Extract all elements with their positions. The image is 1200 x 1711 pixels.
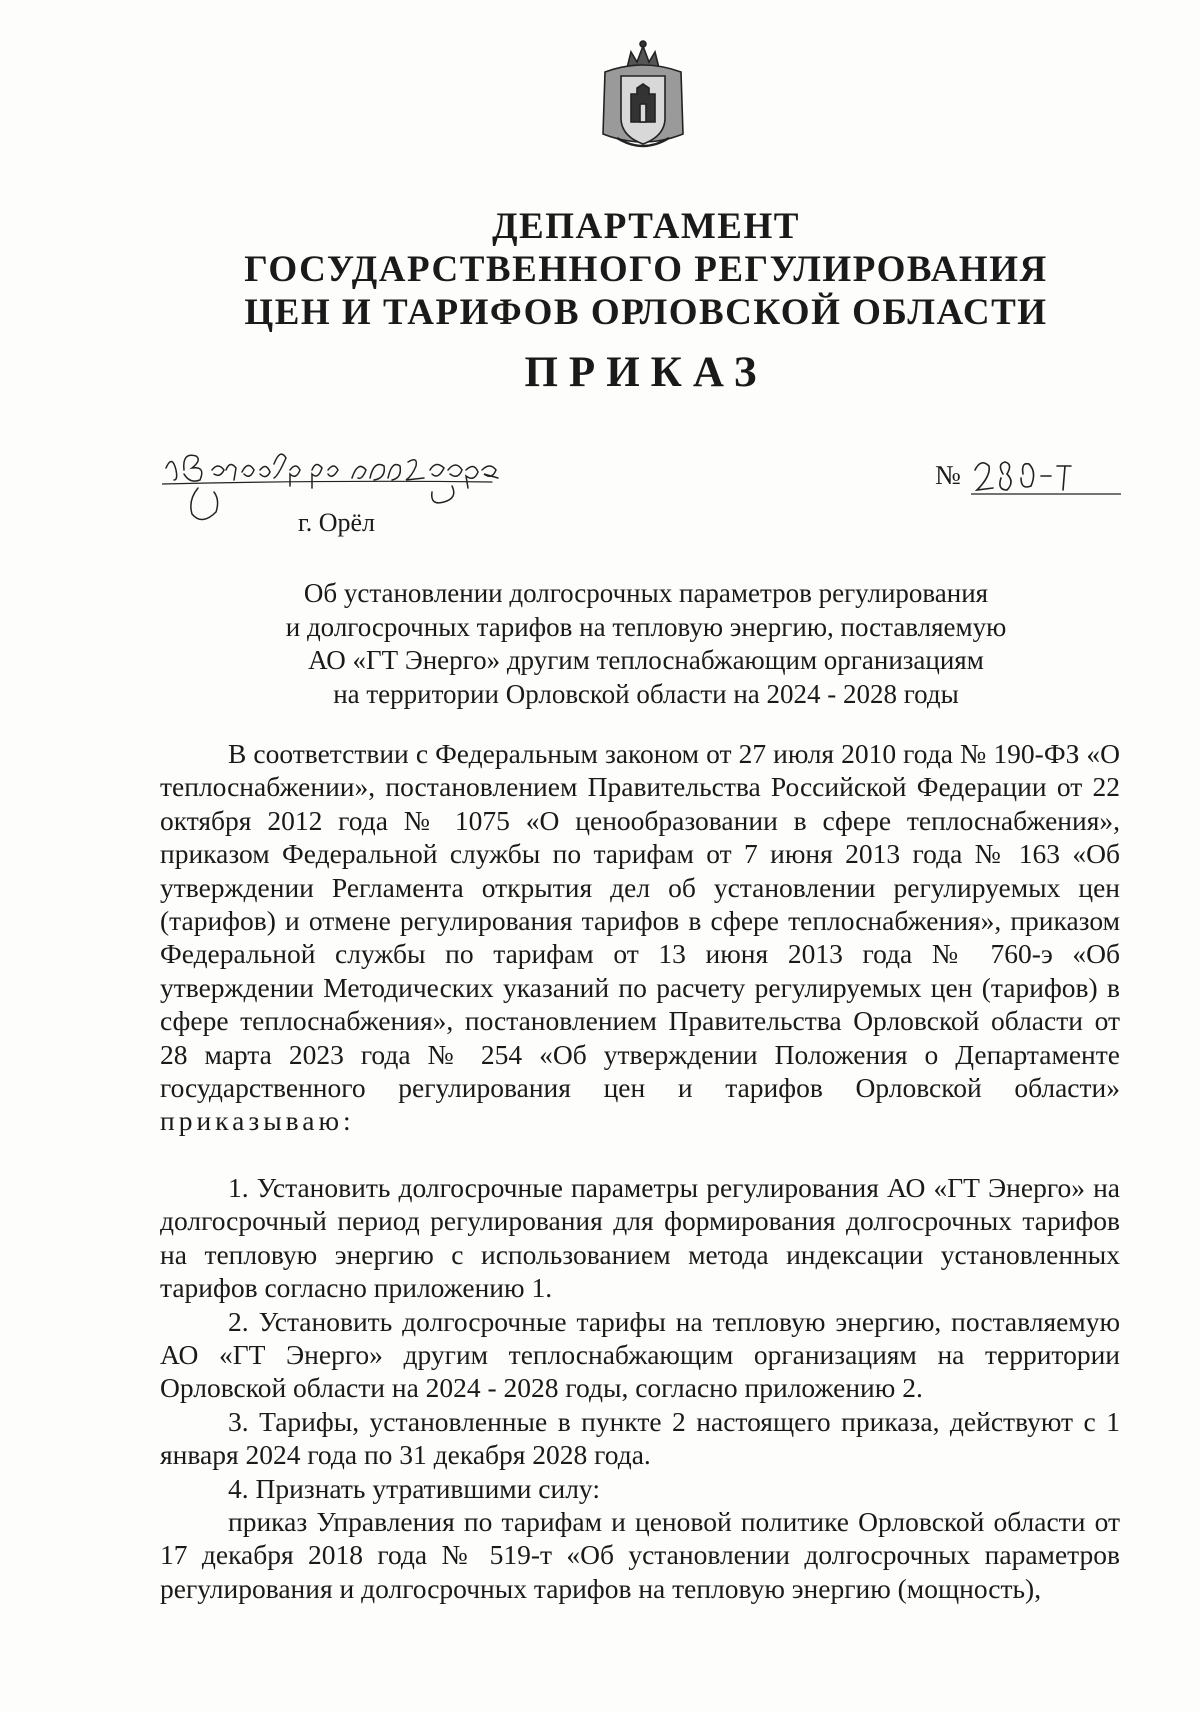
subject-line: и долгосрочных тарифов на тепловую энергию, поставляемую — [285, 611, 1007, 642]
order-item: 2. Установить долгосрочные тарифы на тепловую энергию, поставляемую АО «ГТ Энерго» другим теплоснабжающим организациям на территории Орловской области на 2024 - 2028 годы, согласно приложению 2. — [160, 1305, 1120, 1404]
order-item: 3. Тарифы, установленные в пункте 2 настоящего приказа, действуют с 1 января 2024 года по 31 декабря 2028 года. — [160, 1405, 1120, 1471]
document-type-title: ПРИКАЗ — [524, 349, 768, 396]
preamble-paragraph — [160, 737, 1120, 1138]
department-line: ДЕПАРТАМЕНТ — [492, 206, 800, 247]
number-sign: № — [935, 460, 961, 490]
order-item: 4. Признать утратившими силу: — [228, 1472, 600, 1504]
subject-line: АО «ГТ Энерго» другим теплоснабжающим организациям — [308, 645, 984, 675]
order-body — [160, 737, 1120, 1605]
order-item: 1. Установить долгосрочные параметры регулирования АО «ГТ Энерго» на долгосрочный период регулирования для формирования долгосрочных тарифов на тепловую энергию с использованием метода индексации установленных тарифов согласно приложению 1. — [160, 1171, 1120, 1304]
department-line: ЦЕН И ТАРИФОВ ОРЛОВСКОЙ ОБЛАСТИ — [244, 292, 1048, 333]
department-line: ГОСУДАРСТВЕННОГО РЕГУЛИРОВАНИЯ — [244, 249, 1048, 290]
city-label: г. Орёл — [298, 508, 376, 537]
order-number — [935, 454, 1115, 504]
preamble-text: В соответствии с Федеральным законом от 27 июля 2010 года № 190-ФЗ «О теплоснабжении», постановлением Правительства Российской Федерации от 22 октября 2012 года № 1075 «О ценообразовании в сфере теплоснабжения», приказом Федеральной службы по тарифам от 7 июня 2013 года № 163 «Об утверждении Регламента открытия дел об установлении регулируемых цен (тарифов) и отмене регулирования тарифов в сфере теплоснабжения», приказом Федеральной службы по тарифам от 13 июня 2013 года № 760-э «Об утверждении Методических указаний по расчету регулируемых цен (тарифов) в сфере теплоснабжения», постановлением Правительства Орловской области от 28 марта 2023 года № 254 «Об утверждении Положения о Департаменте государственного регулирования цен и тарифов Орловской области» — [160, 738, 1120, 1104]
order-item: приказ Управления по тарифам и ценовой политике Орловской области от 17 декабря 2018 года № 519-т «Об установлении долгосрочных параметров регулирования и долгосрочных тарифов на тепловую энергию (мощность), — [160, 1505, 1120, 1604]
coat-of-arms-emblem — [597, 38, 689, 158]
subject-line: Об установлении долгосрочных параметров регулирования — [303, 578, 989, 608]
subject-line: на территории Орловской области на 2024 - 2028 годы — [333, 678, 959, 709]
order-subject — [46, 577, 1200, 711]
handwritten-number — [971, 454, 1121, 504]
department-name — [46, 205, 1200, 334]
order-word: приказываю: — [160, 1105, 355, 1137]
